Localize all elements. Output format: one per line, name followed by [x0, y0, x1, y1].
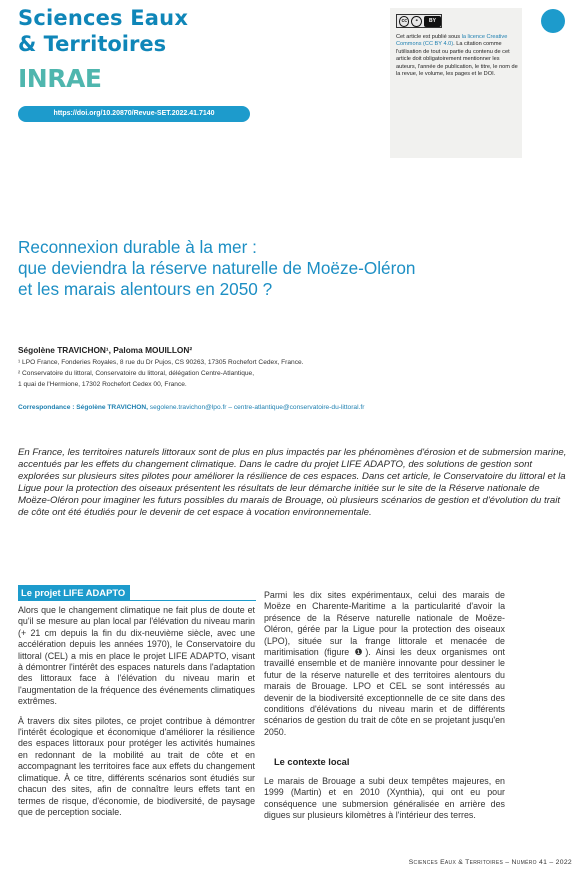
license-text	[396, 34, 518, 78]
doi-link[interactable]: https://doi.org/10.20870/Revue-SET.2022.41.7140	[18, 106, 250, 122]
footer-text: Sciences Eaux & Territoires – Numéro 41 – 2022	[408, 859, 572, 866]
page-footer	[409, 859, 572, 866]
decorative-dot	[541, 9, 565, 33]
license-link[interactable]: la licence Creative Commons (CC BY 4.0)	[396, 34, 508, 48]
by-label: BY	[424, 16, 441, 27]
affiliation-3: 1 quai de l'Hermione, 17302 Rochefort Cedex 00, France.	[18, 381, 187, 388]
license-text-after: . La citation comme l'utilisation de tout ou partie du contenu de cet article doit obligatoirement mentionner les auteurs, l'année de publication, le titre, le nom de la revue, le volume, les pages et le DOI.	[396, 41, 518, 78]
attribution-icon: ⚬	[411, 16, 421, 27]
subheading: Le contexte local	[274, 757, 350, 767]
correspondence	[18, 404, 364, 411]
paragraph: À travers dix sites pilotes, ce projet contribue à démontrer l'intérêt écologique et économique d'améliorer la résilience des espaces littoraux pour protéger les activités humaines en redonnant de la mobilité au trait de côte et en accompagnant les territoires face aux effets du changement climatique. À ce titre, différents scénarios sont étudiés sur chacun des sites, afin de connaître leurs effets tant en termes de risque, d'économie, de biodiversité, de paysage que de perception sociale.	[18, 715, 255, 817]
paragraph: Parmi les dix sites expérimentaux, celui des marais de Moëze en Charente-Maritime a la particularité d'avoir la présence de la Réserve naturelle nationale de Moëze-Oléron, gérée par la Ligue pour la protection des oiseaux (LPO), située sur la frange littorale et menacée de maritimisation (figure ❶). Ainsi les deux organismes ont travaillé ensemble et de manière innovante pour dessiner le futur de la réserve naturelle et des territoires alentours du marais de Brouage. LPO et CEL se sont intéressés au devenir de la biodiversité exceptionnelle de ce site dans des conditions d'élévations du niveau marin et de différents scénarios de gestion du trait de côte en se projetant jusqu'en 2050.	[264, 590, 505, 737]
correspondence-emails[interactable]: segolene.travichon@lpo.fr – centre-atlantique@conservatoire-du-littoral.fr	[147, 404, 365, 411]
column-right	[264, 590, 505, 746]
title-line-3: et les marais alentours en 2050 ?	[18, 279, 273, 299]
title-line-2: que deviendra la réserve naturelle de Moëze-Oléron	[18, 258, 416, 278]
authors: Ségolène TRAVICHON¹, Paloma MOUILLON²	[18, 345, 193, 355]
license-text-before: Cet article est publié sous	[396, 34, 462, 40]
paragraph: Le marais de Brouage a subi deux tempêtes majeures, en 1999 (Martin) et en 2010 (Xynthia), qui ont eu pour conséquence une submersion généralisée en arrière des digues sur plusieurs kilomètres à l'intérieur des terres.	[264, 776, 505, 821]
affiliation-1: ¹ LPO France, Fonderies Royales, 8 rue du Dr Pujos, CS 90263, 17305 Rochefort Cedex, France.	[18, 359, 304, 366]
affiliation-2: ² Conservatoire du littoral, Conservatoire du littoral, délégation Centre-Atlantique,	[18, 370, 255, 377]
paragraph: Alors que le changement climatique ne fait plus de doute et qu'il se mesure au plan local par l'élévation du niveau marin (+ 21 cm depuis la fin du dix-neuvième siècle, avec une accélération depuis les années 1970), le Conservatoire du littoral (CEL) a mis en place le projet LIFE ADAPTO, visant à démontrer l'intérêt des espaces naturels dans l'adaptation des littoraux face à l'élévation du niveau marin et l'augmentation de la fréquence des événements climatiques extrêmes.	[18, 605, 255, 707]
section-heading: Le projet LIFE ADAPTO	[18, 585, 130, 601]
column-left	[18, 605, 255, 826]
journal-title-line1: Sciences Eaux	[18, 6, 189, 30]
license-box	[390, 8, 522, 158]
inrae-logo: INRAE	[18, 64, 102, 93]
title-line-1: Reconnexion durable à la mer :	[18, 237, 257, 257]
column-right-continued	[264, 776, 505, 830]
journal-title-line2: & Territoires	[18, 32, 167, 56]
cc-icon: cc	[399, 16, 409, 27]
correspondence-label: Correspondance : Ségolène TRAVICHON,	[18, 404, 148, 411]
abstract: En France, les territoires naturels littoraux sont de plus en plus impactés par les phénomènes d'érosion et de submersion marine, accentués par les effets du changement climatique. Dans le cadre du projet LIFE ADAPTO, des solutions de gestion sont explorées sur plusieurs sites pilotes pour améliorer la résilience de ces espaces. Dans cet article, le Conservatoire du littoral et la Ligue pour la protection des oiseaux présentent les résultats de leur démarche initiée sur le site de la Réserve nationale de Moëze-Oléron pour imaginer les futurs possibles du marais de Brouage, où plusieurs scénarios de gestion et d'évolution du trait de côte ont été étudiés pour le devenir de cet espace à vocation environnementale.	[18, 447, 567, 519]
section-divider	[130, 600, 256, 601]
article-title	[18, 237, 558, 300]
cc-by-badge-icon	[396, 14, 442, 28]
